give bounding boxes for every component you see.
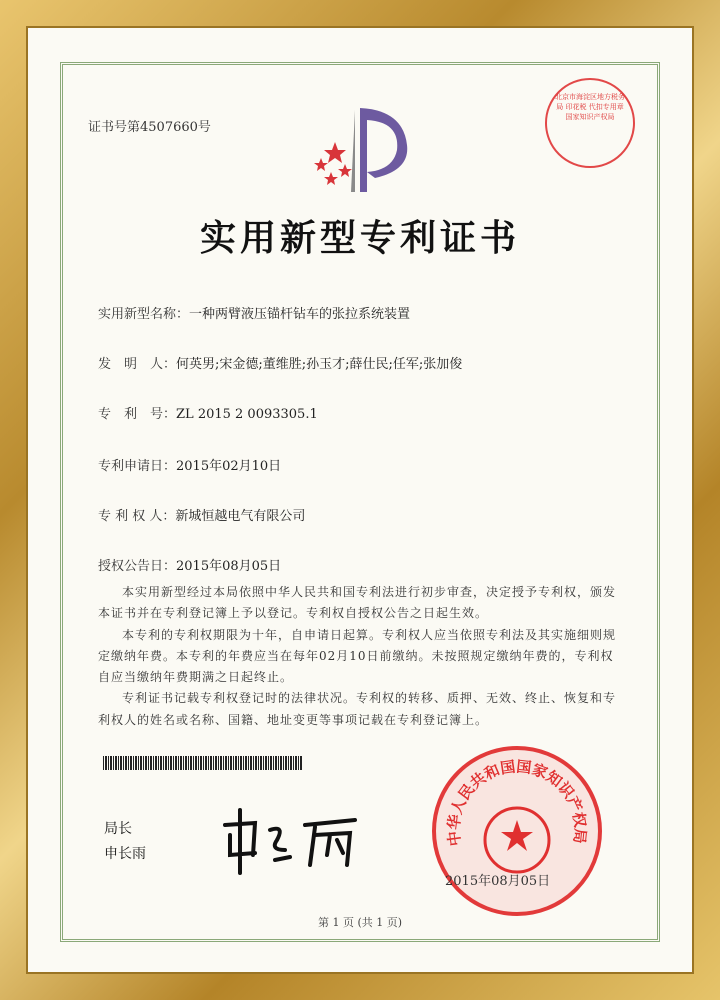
field-utility-model-name: [98, 303, 410, 322]
stars-icon: [314, 142, 352, 185]
field-value: ZL 2015 2 0093305.1: [176, 407, 318, 422]
paragraph: 本专利的专利权期限为十年，自申请日起算。专利权人应当依照专利法及其实施细则规定缴纳年费。本专利的年费应当在每年02月10日前缴纳。未按照规定缴纳年费的，专利权自应当缴纳年费期满之日起终止。: [98, 627, 617, 685]
certificate-body: [98, 582, 618, 731]
issue-date: 2015年08月05日: [445, 874, 551, 889]
field-value: 一种两臂液压锚杆钻车的张拉系统装置: [189, 307, 411, 322]
field-grant-date: [98, 555, 281, 574]
field-label: 发 明 人：: [98, 357, 177, 372]
field-inventors: [98, 353, 462, 372]
patent-office-logo: [305, 100, 415, 195]
certificate-number: 证书号第4507660号: [88, 120, 211, 135]
certificate-title: 实用新型专利证书: [199, 218, 520, 259]
field-label: 授权公告日：: [98, 559, 177, 574]
barcode: [103, 756, 303, 770]
paragraph: 本实用新型经过本局依照中华人民共和国专利法进行初步审查，决定授予专利权，颁发本证书并在专利登记簿上予以登记。专利权自授权公告之日起生效。: [98, 585, 617, 621]
tax-seal: [545, 78, 635, 168]
director-title: 局长: [104, 821, 132, 837]
tax-seal-text: 北京市海淀区地方税务局 印花税 代扣专用章 国家知识产权局: [555, 93, 625, 121]
field-value: 2015年02月10日: [176, 459, 282, 474]
paragraph: 专利证书记载专利权登记时的法律状况。专利权的转移、质押、无效、终止、恢复和专利权人的姓名或名称、国籍、地址变更等事项记载在专利登记簿上。: [98, 691, 617, 727]
field-patent-number: [98, 403, 318, 422]
field-application-date: [98, 455, 281, 474]
field-value: 2015年08月05日: [176, 559, 282, 574]
page-footer: 第 1 页 (共 1 页): [317, 916, 403, 929]
seal-text: 中华人民共和国国家知识产权局: [444, 757, 590, 848]
field-label: 专 利 权 人：: [98, 509, 176, 524]
director-name: 申长雨: [104, 846, 146, 862]
field-label: 实用新型名称：: [98, 307, 190, 322]
field-value: 新城恒越电气有限公司: [175, 509, 306, 524]
field-patentee: [98, 505, 305, 524]
official-seal: [432, 746, 602, 916]
signature: [215, 805, 365, 875]
field-label: 专利申请日：: [98, 459, 177, 474]
field-value: 何英男;宋金德;董维胜;孙玉才;薛仕民;任军;张加俊: [176, 357, 463, 372]
field-label: 专 利 号：: [98, 407, 177, 422]
